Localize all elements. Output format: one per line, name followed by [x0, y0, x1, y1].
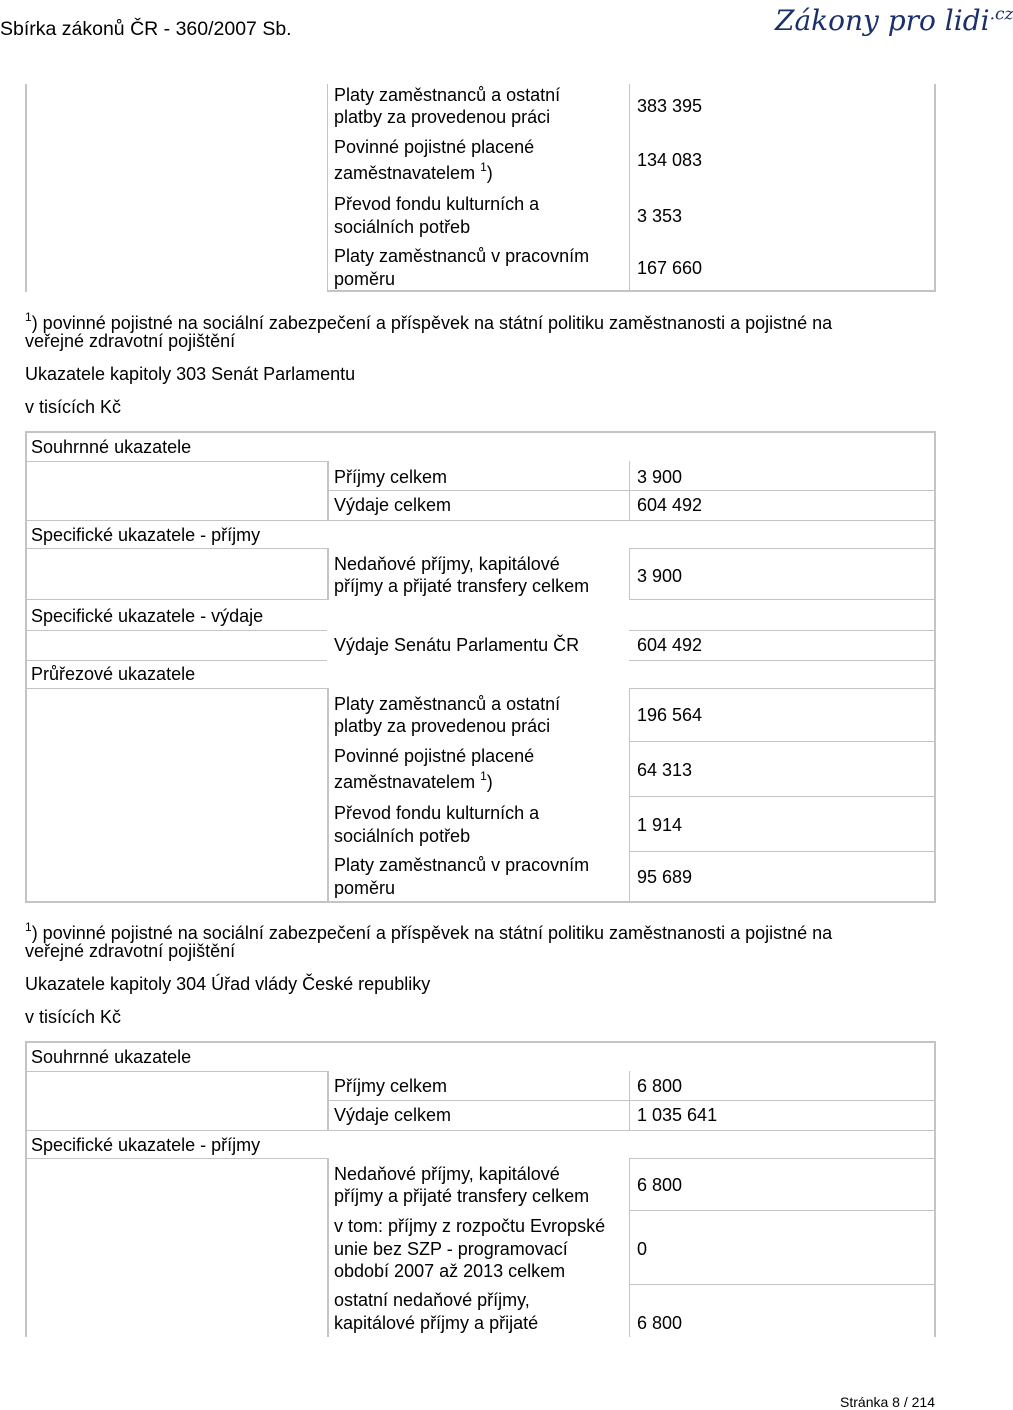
footnote: $^1$) povinné pojistné na sociální zabezpečení a příspěvek na státní politiku zaměstnanosti a pojistné na veřejné zdravotní pojištění: [25, 920, 833, 961]
logo-text: Zákony pro lidi: [775, 4, 990, 37]
specificke-prijmy: Specifické ukazatele - příjmy: [31, 525, 261, 545]
row-label: platby za provedenou práci: [334, 107, 551, 127]
specificke-prijmy: Specifické ukazatele - příjmy: [31, 1135, 261, 1155]
footnote: $^1$) povinné pojistné na sociální zabezpečení a příspěvek na státní politiku zaměstnanosti a pojistné na veřejné zdravotní pojištění: [25, 310, 833, 351]
eu-value: 0: [637, 1239, 648, 1259]
nedanove-label: Nedaňové příjmy, kapitálové: [334, 1164, 560, 1184]
eu-label: období 2007 až 2013 celkem: [334, 1261, 566, 1281]
nedanove-label: příjmy a přijaté transfery celkem: [334, 576, 590, 596]
site-logo[interactable]: [775, 4, 1013, 37]
row-value: 95 689: [637, 867, 693, 887]
nedanove-value: 6 800: [637, 1175, 683, 1195]
row-value: 1 914: [637, 815, 683, 835]
row-label: poměru: [334, 269, 396, 289]
logo-suffix: .cz: [989, 4, 1013, 25]
souhrnne-ukazatele: Souhrnné ukazatele: [31, 1047, 192, 1067]
row-label: Platy zaměstnanců v pracovním: [334, 246, 590, 266]
row-value: 134 083: [637, 150, 703, 170]
row-value: 196 564: [637, 705, 703, 725]
row-label: Převod fondu kulturních a: [334, 194, 540, 214]
unit-label: v tisících Kč: [25, 397, 122, 417]
row-label: poměru: [334, 878, 396, 898]
vydaje-celkem-label: Výdaje celkem: [334, 1105, 452, 1125]
row-label: sociálních potřeb: [334, 217, 471, 237]
ostatni-value: 6 800: [637, 1313, 683, 1333]
vydaje-celkem-label: Výdaje celkem: [334, 495, 452, 515]
page-number: Stránka 8 / 214: [840, 1394, 935, 1410]
vydaje-celkem-value: 604 492: [637, 495, 703, 515]
row-value: 3 353: [637, 206, 683, 226]
unit-label: v tisících Kč: [25, 1007, 122, 1027]
row-label: Platy zaměstnanců a ostatní: [334, 694, 561, 714]
section-title: Ukazatele kapitoly 303 Senát Parlamentu: [25, 364, 356, 384]
document-title: Sbírka zákonů ČR - 360/2007 Sb.: [0, 18, 292, 40]
prurezove-ukazatele: Průřezové ukazatele: [31, 664, 196, 684]
row-label: Převod fondu kulturních a: [334, 803, 540, 823]
row-label: sociálních potřeb: [334, 826, 471, 846]
nedanove-label: příjmy a přijaté transfery celkem: [334, 1186, 590, 1206]
row-value: 64 313: [637, 760, 693, 780]
row-label: Platy zaměstnanců v pracovním: [334, 855, 590, 875]
row-label: zaměstnavatelem $^1$): [334, 160, 493, 183]
vydaje-senatu-label: Výdaje Senátu Parlamentu ČR: [334, 635, 580, 655]
vydaje-senatu-value: 604 492: [637, 635, 703, 655]
nedanove-label: Nedaňové příjmy, kapitálové: [334, 554, 560, 574]
nedanove-value: 3 900: [637, 566, 683, 586]
vydaje-celkem-value: 1 035 641: [637, 1105, 718, 1125]
row-label: platby za provedenou práci: [334, 716, 551, 736]
eu-label: unie bez SZP - programovací: [334, 1239, 568, 1259]
prijmy-celkem-value: 3 900: [637, 467, 683, 487]
souhrnne-ukazatele: Souhrnné ukazatele: [31, 437, 192, 457]
row-label: Platy zaměstnanců a ostatní: [334, 85, 561, 105]
row-value: 383 395: [637, 96, 703, 116]
prijmy-celkem-label: Příjmy celkem: [334, 1076, 448, 1096]
section-title: Ukazatele kapitoly 304 Úřad vlády České republiky: [25, 974, 431, 994]
ostatni-label: kapitálové příjmy a přijaté: [334, 1313, 539, 1333]
row-label: zaměstnavatelem $^1$): [334, 769, 493, 792]
prijmy-celkem-label: Příjmy celkem: [334, 467, 448, 487]
row-label: Povinné pojistné placené: [334, 137, 535, 157]
row-label: Povinné pojistné placené: [334, 746, 535, 766]
ostatni-label: ostatní nedaňové příjmy,: [334, 1290, 530, 1310]
eu-label: v tom: příjmy z rozpočtu Evropské: [334, 1216, 606, 1236]
prijmy-celkem-value: 6 800: [637, 1076, 683, 1096]
specificke-vydaje: Specifické ukazatele - výdaje: [31, 606, 264, 626]
row-value: 167 660: [637, 258, 703, 278]
